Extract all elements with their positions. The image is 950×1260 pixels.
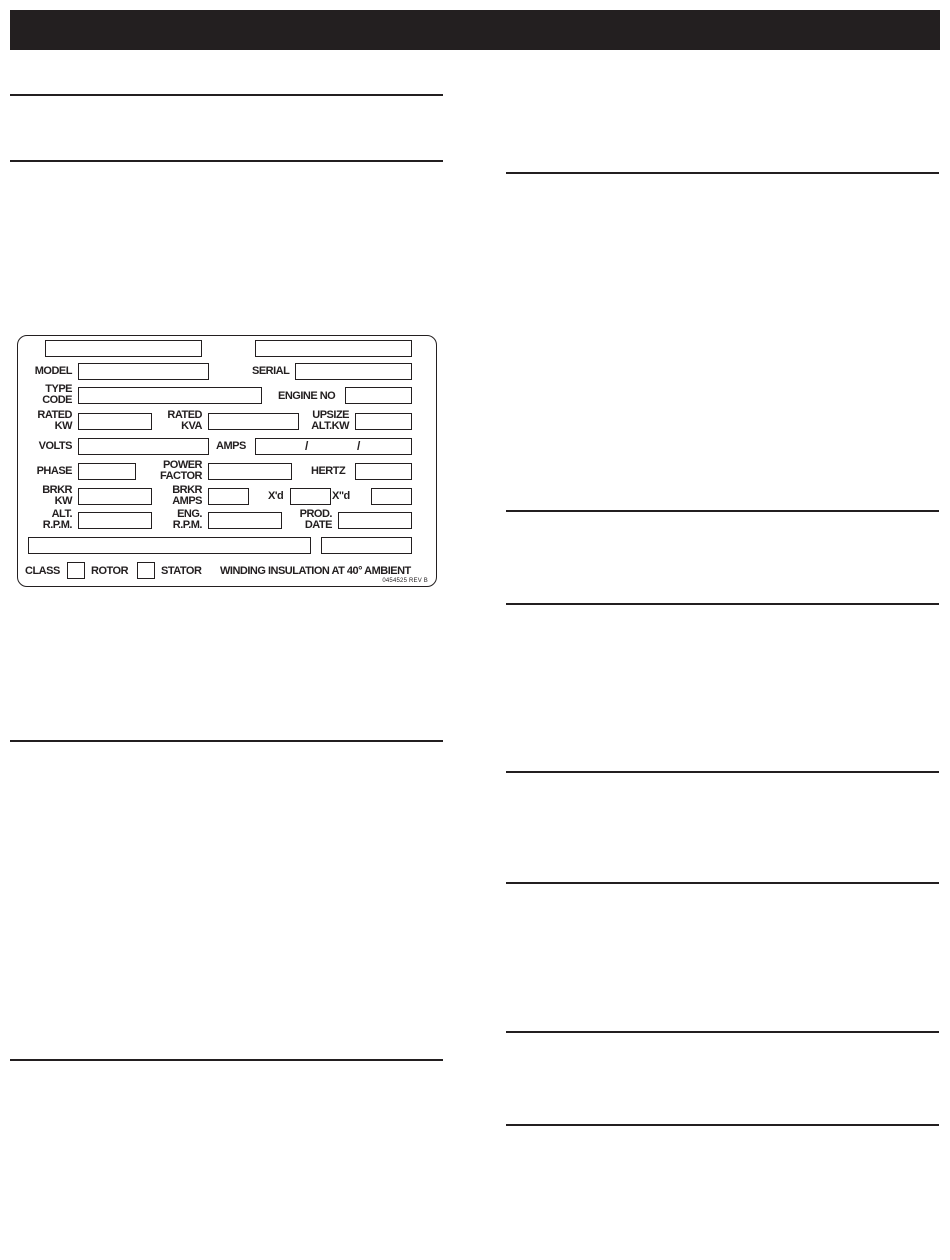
serial-field [295, 363, 412, 380]
amps-separator: / [357, 439, 361, 453]
winding-insulation-label: WINDING INSULATION AT 40° AMBIENT [220, 565, 411, 577]
date-label: DATE [304, 519, 332, 531]
brkr-amps-field [208, 488, 249, 505]
model-field [78, 363, 209, 380]
class-label: CLASS [25, 565, 60, 577]
amps-label: AMPS [216, 440, 246, 452]
blank-field [45, 340, 202, 357]
engine-no-label: ENGINE NO [278, 390, 336, 402]
section-rule [10, 740, 443, 742]
brkr-kw-field [78, 488, 152, 505]
blank-field [28, 537, 311, 554]
volts-label: VOLTS [38, 440, 72, 452]
type-code-field [78, 387, 262, 404]
section-rule [506, 172, 939, 174]
amps-field [255, 438, 412, 455]
upsize-label-1: UPSIZE [312, 409, 349, 421]
rated-kw-field [78, 413, 152, 430]
xd-double-prime-field [371, 488, 412, 505]
blank-field [255, 340, 412, 357]
section-rule [506, 771, 939, 773]
section-rule [506, 510, 939, 512]
brkr-kw-label-1: BRKR [42, 484, 72, 496]
model-label: MODEL [34, 365, 72, 377]
rotor-label: ROTOR [91, 565, 129, 577]
code-label: CODE [42, 394, 72, 406]
rated-kva-field [208, 413, 299, 430]
xd-prime-label: X'd [268, 490, 284, 502]
rated-kva-label-1: RATED [167, 409, 202, 421]
prod-label: PROD. [299, 508, 332, 520]
rated-kw-label-1: RATED [37, 409, 72, 421]
volts-field [78, 438, 209, 455]
class-stator-box [137, 562, 155, 579]
brkr-amps-label-2: AMPS [172, 495, 202, 507]
upsize-label-2: ALT.KW [311, 420, 349, 432]
rated-kva-label-2: KVA [181, 420, 202, 432]
prod-date-field [338, 512, 412, 529]
header-bar [10, 10, 940, 50]
amps-separator: / [305, 439, 309, 453]
section-rule [10, 1059, 443, 1061]
serial-label: SERIAL [252, 365, 290, 377]
section-rule [10, 94, 443, 96]
section-rule [506, 1031, 939, 1033]
eng-label: ENG. [177, 508, 202, 520]
upsize-alt-kw-field [355, 413, 412, 430]
xd-prime-field [290, 488, 331, 505]
eng-rpm-label: R.P.M. [172, 519, 202, 531]
xd-double-prime-label: X"d [332, 490, 350, 502]
eng-rpm-field [208, 512, 282, 529]
power-label: POWER [162, 459, 202, 471]
rated-kw-label-2: KW [54, 420, 72, 432]
stator-label: STATOR [161, 565, 202, 577]
engine-no-field [345, 387, 412, 404]
power-factor-field [208, 463, 292, 480]
section-rule [506, 882, 939, 884]
alt-rpm-field [78, 512, 152, 529]
type-label: TYPE [45, 383, 72, 395]
alt-rpm-label: R.P.M. [42, 519, 72, 531]
hertz-field [355, 463, 412, 480]
class-rotor-box [67, 562, 85, 579]
section-rule [506, 603, 939, 605]
alt-label: ALT. [51, 508, 72, 520]
phase-label: PHASE [36, 465, 72, 477]
revision-number: 0454525 REV B [382, 578, 428, 584]
blank-field [321, 537, 412, 554]
brkr-kw-label-2: KW [54, 495, 72, 507]
generator-nameplate [17, 335, 437, 587]
phase-field [78, 463, 136, 480]
hertz-label: HERTZ [311, 465, 346, 477]
factor-label: FACTOR [159, 470, 202, 482]
section-rule [10, 160, 443, 162]
brkr-amps-label-1: BRKR [172, 484, 202, 496]
section-rule [506, 1124, 939, 1126]
